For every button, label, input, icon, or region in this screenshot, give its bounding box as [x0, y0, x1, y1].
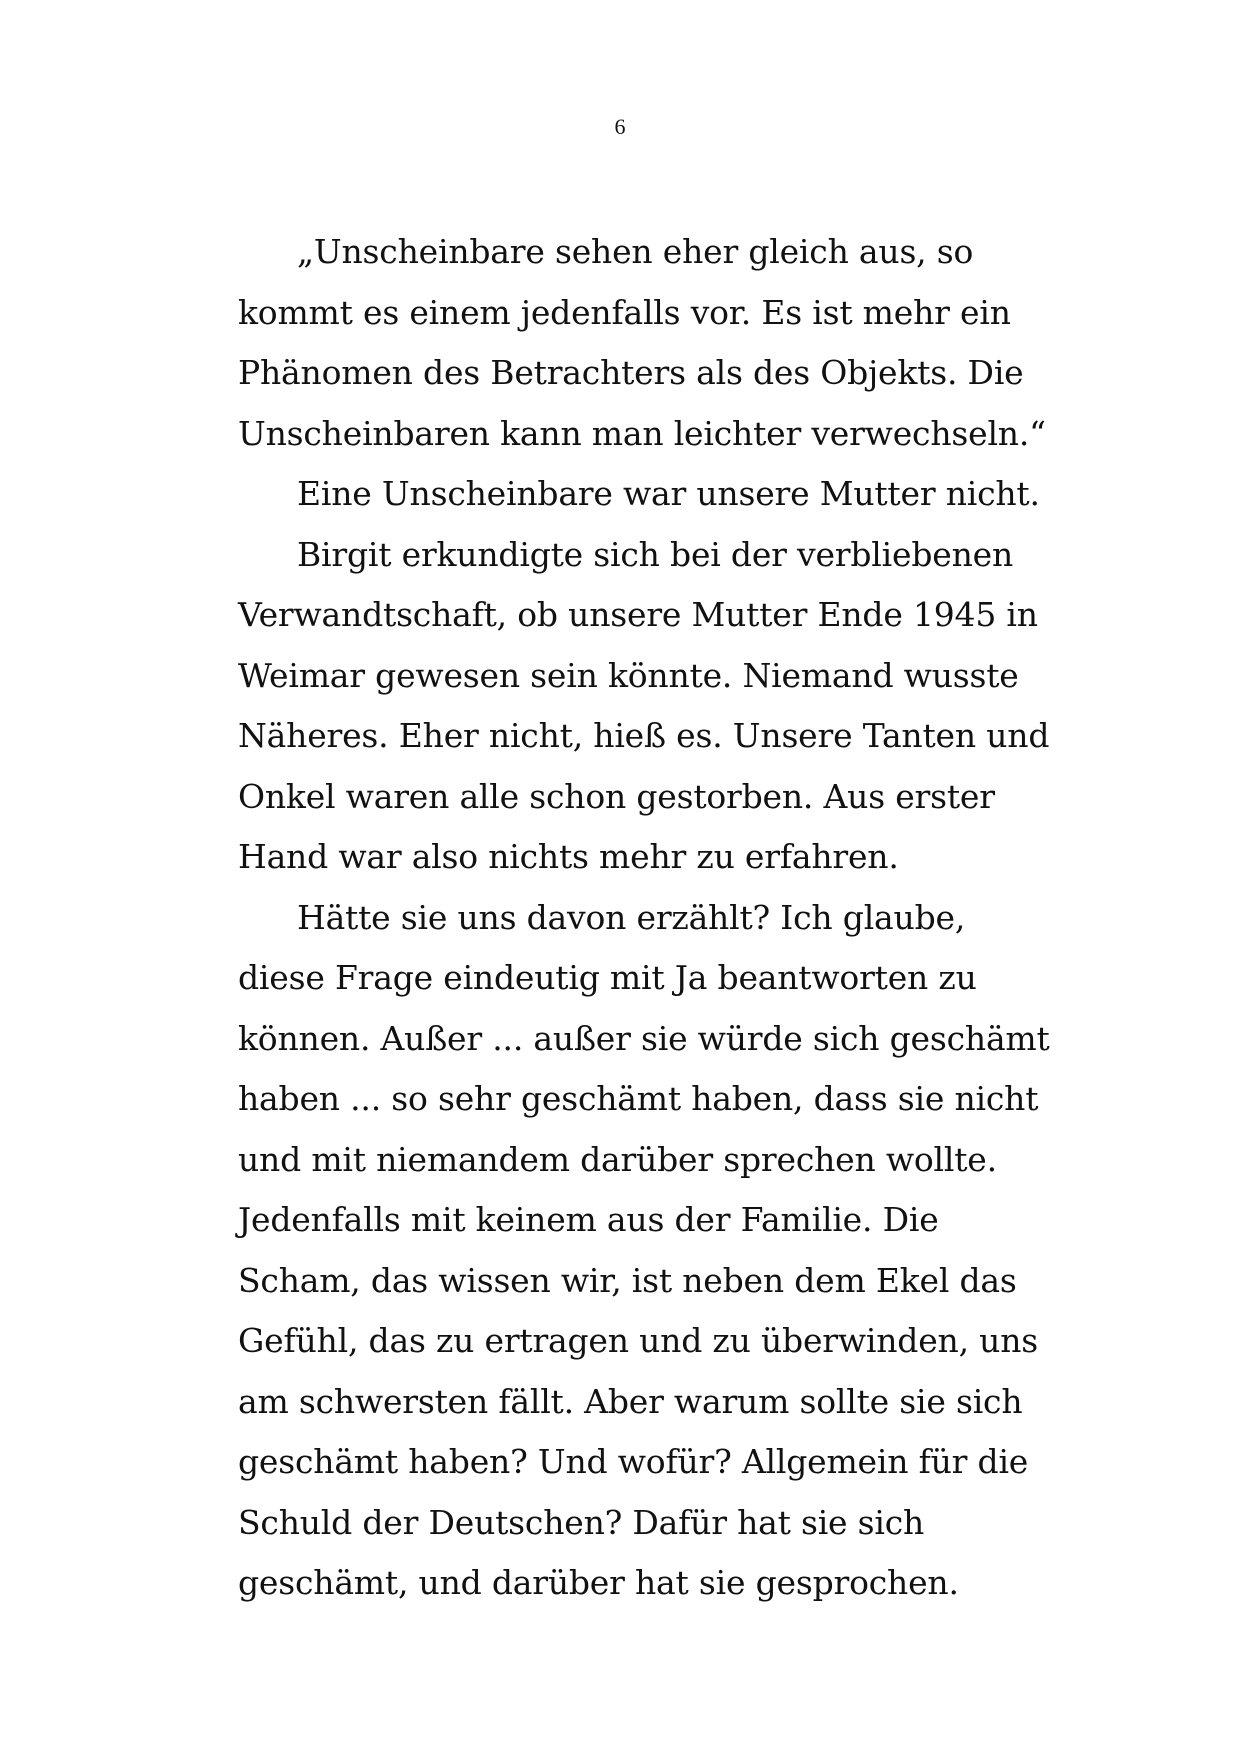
text-line: haben ... so sehr geschämt haben, dass sie nicht	[238, 1079, 1039, 1118]
body-text	[238, 232, 1050, 1624]
text-line: Onkel waren alle schon gestorben. Aus erster	[238, 776, 995, 816]
text-line: geschämt, und darüber hat sie gesprochen.	[238, 1563, 959, 1602]
page-number: 6	[614, 114, 626, 139]
text-line: Phänomen des Betrachters als des Objekts. Die	[238, 353, 1024, 392]
text-line: Birgit erkundigte sich bei der verbliebenen	[297, 534, 1014, 574]
text-line: Verwandtschaft, ob unsere Mutter Ende 1945 in	[238, 595, 1038, 634]
text-line: Unscheinbaren kann man leichter verwechseln.“	[238, 413, 1046, 453]
text-line: Weimar gewesen sein könnte. Niemand wusste	[238, 655, 1019, 695]
text-line: Jedenfalls mit keinem aus der Familie. Die	[238, 1200, 939, 1239]
text-line: geschämt haben? Und wofür? Allgemein für die	[238, 1442, 1029, 1481]
text-line: Schuld der Deutschen? Dafür hat sie sich	[238, 1502, 925, 1542]
text-line: Hätte sie uns davon erzählt? Ich glaube,	[297, 897, 966, 937]
text-line: „Unscheinbare sehen eher gleich aus, so	[297, 232, 974, 271]
text-line: Scham, das wissen wir, ist neben dem Ekel das	[238, 1260, 1017, 1300]
text-line: können. Außer ... außer sie würde sich geschämt	[238, 1018, 1050, 1058]
text-line: kommt es einem jedenfalls vor. Es ist mehr ein	[238, 292, 1011, 332]
text-line: am schwersten fällt. Aber warum sollte sie sich	[238, 1381, 1023, 1421]
text-line: Hand war also nichts mehr zu erfahren.	[238, 837, 899, 876]
text-line: Gefühl, das zu ertragen und zu überwinden, uns	[238, 1321, 1039, 1360]
text-line: Eine Unscheinbare war unsere Mutter nicht.	[297, 474, 1040, 513]
text-line: Näheres. Eher nicht, hieß es. Unsere Tanten und	[238, 716, 1050, 755]
text-line: diese Frage eindeutig mit Ja beantworten zu	[238, 958, 977, 997]
text-line: und mit niemandem darüber sprechen wollte.	[238, 1139, 997, 1179]
